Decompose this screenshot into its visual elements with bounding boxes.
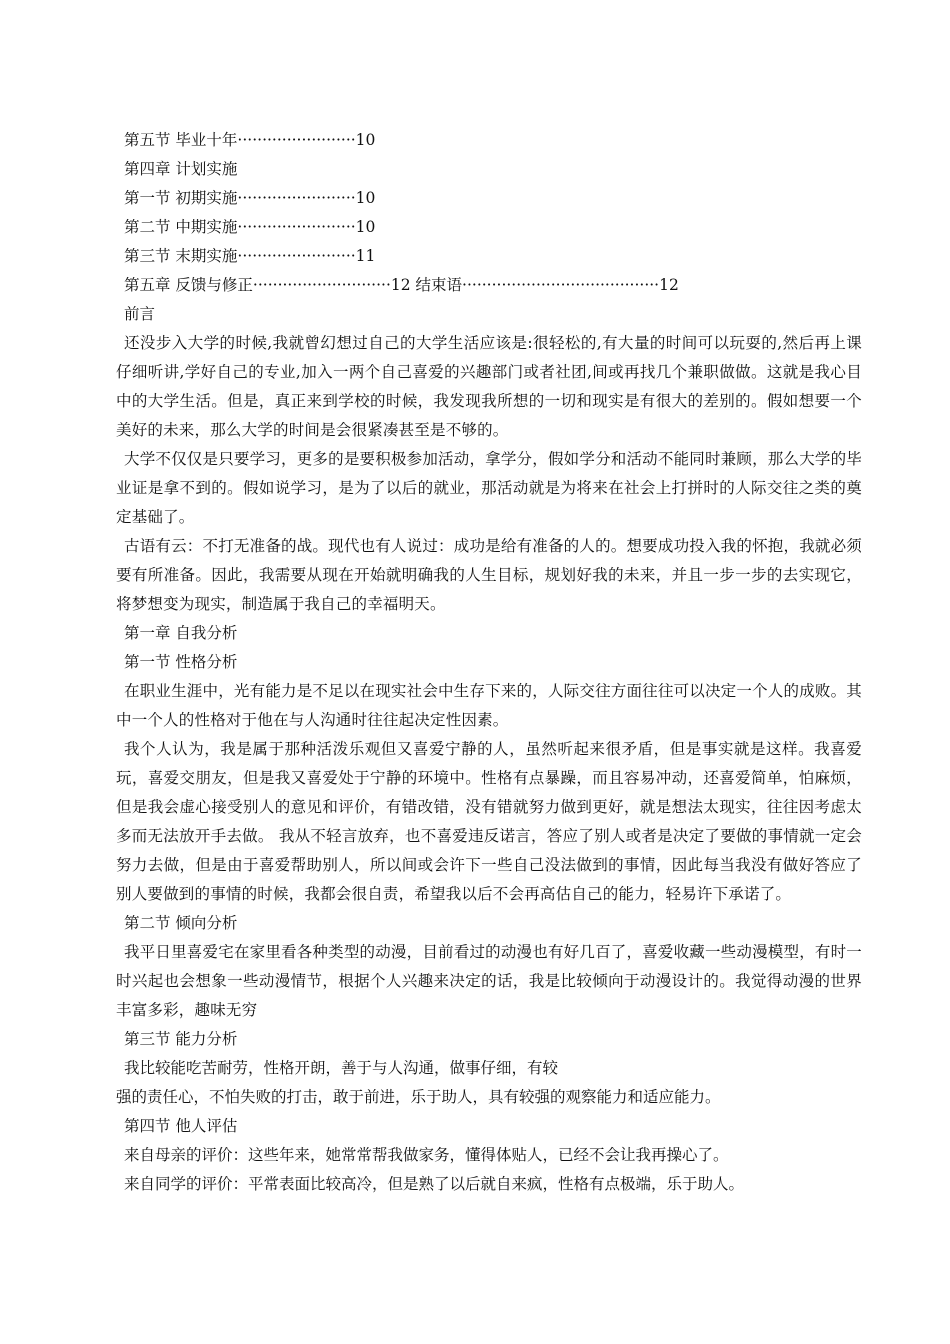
- toc-entry: 第二节 中期实施························10: [124, 218, 376, 236]
- table-of-contents: [116, 126, 862, 300]
- body-paragraph: 我个人认为，我是属于那种活泼乐观但又喜爱宁静的人，虽然听起来很矛盾，但是事实就是这样。我喜爱玩，喜爱交朋友，但是我又喜爱处于宁静的环境中。性格有点暴躁，而且容易冲动，还喜爱简单，怕麻烦，但是我会虚心接受别人的意见和评价，有错改错，没有错就努力做到更好，就是想法太现实，往往因考虑太多而无法放开手去做。 我从不轻言放弃，也不喜爱违反诺言，答应了别人或者是决定了要做的事情就一定会努力去做，但是由于喜爱帮助别人，所以间或会许下一些自己没法做到的事情，因此每当我没有做好答应了别人要做到的事情的时候，我都会很自责，希望我以后不会再高估自己的能力，轻易许下承诺了。: [116, 740, 862, 903]
- section-title: 第四节 他人评估: [124, 1117, 238, 1135]
- toc-entry: 第四章 计划实施: [124, 160, 238, 178]
- toc-entry: 第五章 反馈与修正····························12 结束语········································12: [124, 276, 679, 294]
- document-body: [116, 126, 862, 1199]
- body-paragraph: 我平日里喜爱宅在家里看各种类型的动漫，目前看过的动漫也有好几百了，喜爱收藏一些动漫模型，有时一时兴起也会想象一些动漫情节，根据个人兴趣来决定的话，我是比较倾向于动漫设计的。我觉得动漫的世界丰富多彩，趣味无穷: [116, 943, 862, 1019]
- body-line: 我比较能吃苦耐劳，性格开朗，善于与人沟通，做事仔细，有较: [124, 1059, 559, 1077]
- body-paragraph: 在职业生涯中，光有能力是不足以在现实社会中生存下来的，人际交往方面往往可以决定一个人的成败。其中一个人的性格对于他在与人沟通时往往起决定性因素。: [116, 682, 862, 729]
- chapter-title: 第一章 自我分析: [124, 624, 238, 642]
- section-title: 第三节 能力分析: [124, 1030, 238, 1048]
- preface-title: 前言: [124, 305, 156, 323]
- toc-entry: 第一节 初期实施························10: [124, 189, 376, 207]
- toc-entry: 第三节 末期实施························11: [124, 247, 376, 265]
- body-line: 强的责任心，不怕失败的打击，敢于前进，乐于助人，具有较强的观察能力和适应能力。: [116, 1088, 721, 1106]
- toc-entry: 第五节 毕业十年························10: [124, 131, 376, 149]
- body-paragraph: 来自同学的评价：平常表面比较高冷，但是熟了以后就自来疯，性格有点极端，乐于助人。: [124, 1175, 745, 1193]
- section-title: 第一节 性格分析: [124, 653, 238, 671]
- body-paragraph: 来自母亲的评价：这些年来，她常常帮我做家务，懂得体贴人，已经不会让我再操心了。: [124, 1146, 729, 1164]
- preface-paragraph: 还没步入大学的时候,我就曾幻想过自己的大学生活应该是:很轻松的,有大量的时间可以玩耍的,然后再上课仔细听讲,学好自己的专业,加入一两个自己喜爱的兴趣部门或者社团,间或再找几个兼职做做。这就是我心目中的大学生活。但是，真正来到学校的时候，我发现我所想的一切和现实是有很大的差别的。假如想要一个美好的未来，那么大学的时间是会很紧凑甚至是不够的。: [116, 334, 862, 439]
- preface-paragraph: 古语有云：不打无准备的战。现代也有人说过：成功是给有准备的人的。想要成功投入我的怀抱，我就必须要有所准备。因此，我需要从现在开始就明确我的人生目标，规划好我的未来，并且一步一步的去实现它，将梦想变为现实，制造属于我自己的幸福明天。: [116, 537, 862, 613]
- section-title: 第二节 倾向分析: [124, 914, 238, 932]
- preface-paragraph: 大学不仅仅是只要学习，更多的是要积极参加活动，拿学分，假如学分和活动不能同时兼顾，那么大学的毕业证是拿不到的。假如说学习，是为了以后的就业，那活动就是为将来在社会上打拼时的人际交往之类的奠定基础了。: [116, 450, 862, 526]
